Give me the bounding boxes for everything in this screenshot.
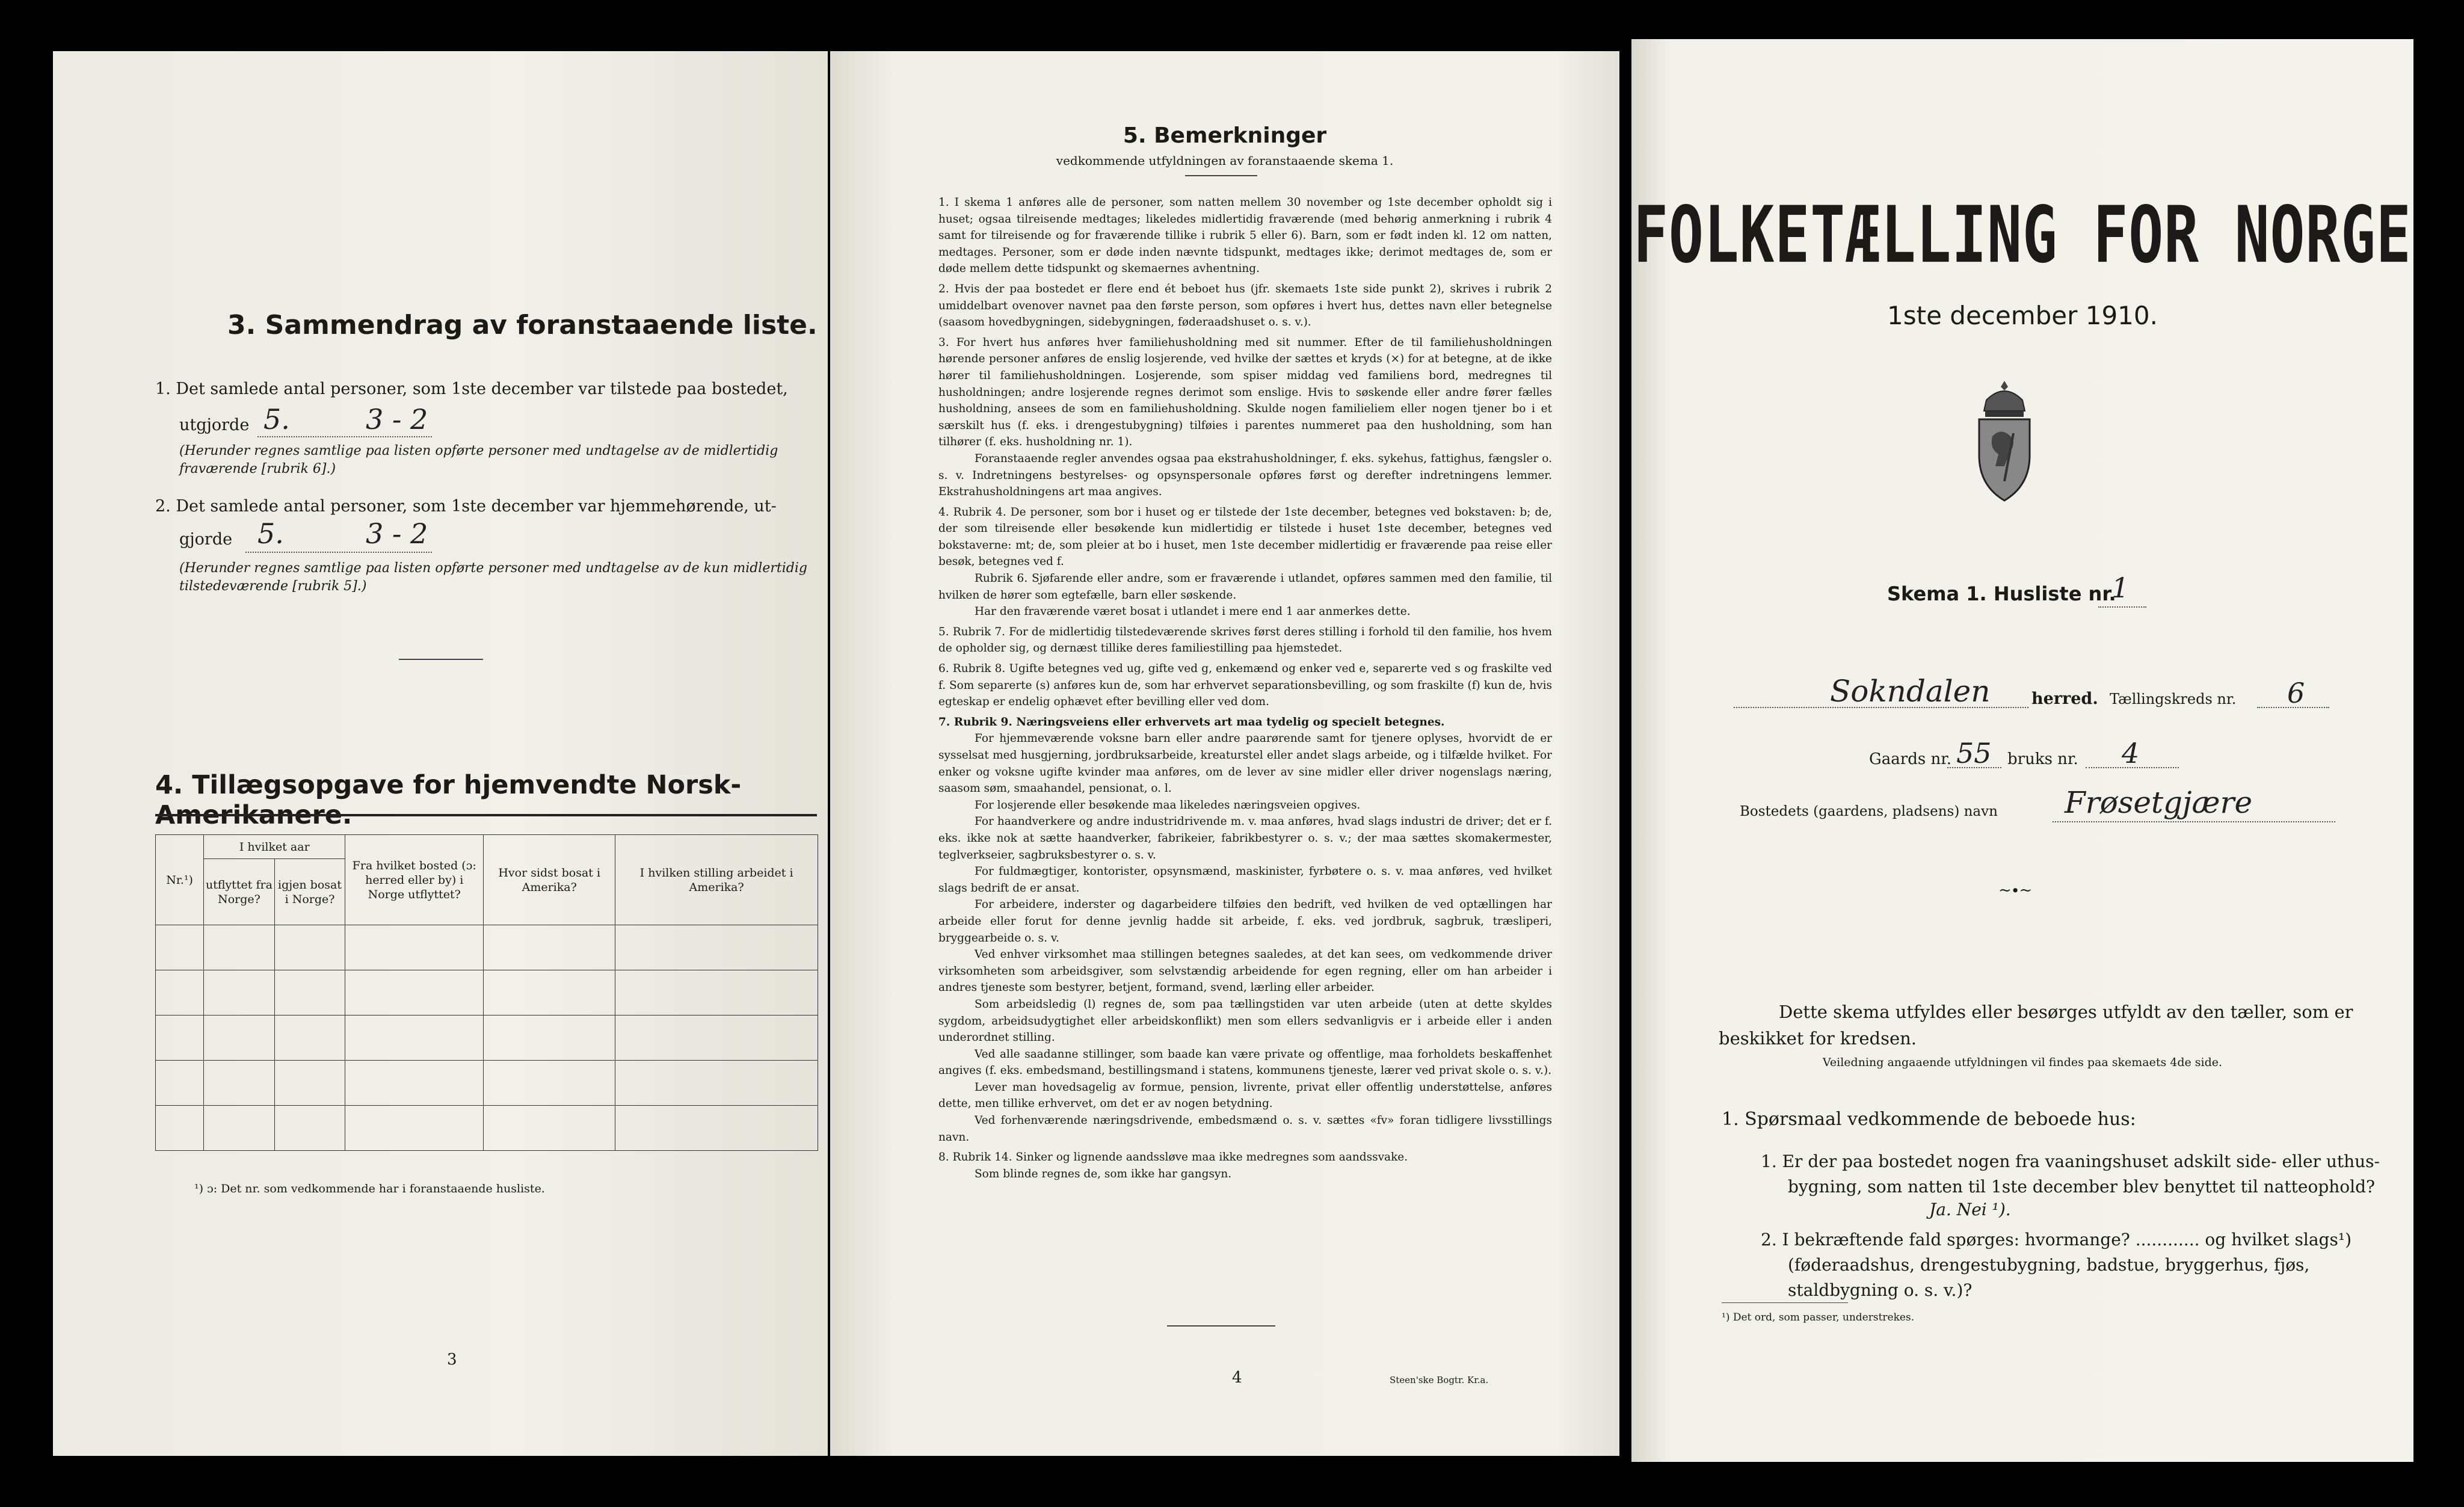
item2-prefix: gjorde bbox=[179, 530, 233, 549]
schema-label: Skema 1. Husliste nr. bbox=[1887, 582, 2116, 605]
norway-coat-of-arms-icon bbox=[1968, 376, 2040, 505]
table-row bbox=[156, 1015, 818, 1061]
left-page bbox=[53, 51, 828, 1456]
footnote: ¹) Det ord, som passer, understrekes. bbox=[1722, 1311, 1915, 1324]
remark-7c: For losjerende eller besøkende maa likeledes næringsveien opgives. bbox=[975, 798, 1361, 812]
remark-6: 6. Rubrik 8. Ugifte betegnes ved ug, gifte ved g, enkemænd og enker ved e, separerte ved s og fraskilte ved f. Som separerte (s) anføres kun de, som har erhvervet separationsbevilling, og som fraskilte (f) kun de, hvis egteskap er endelig ophævet efter bevilling eller ved dom. bbox=[938, 662, 1552, 709]
col-fra: Fra hvilket bosted (ɔ: herred eller by) i Norge utflyttet? bbox=[345, 835, 484, 925]
table-row bbox=[156, 970, 818, 1015]
bosted-value: Frøsetgjære bbox=[2065, 785, 2253, 820]
item1-split: 3 - 2 bbox=[366, 403, 428, 436]
remark-7i: Ved alle saadanne stillinger, som baade kan være private og offentlige, maa forholdets beskaffenhet angives (f. eks. embedsmand, bestillingsmand i statens, kommunens tjeneste, lærer ved privat skole o. s. v.). bbox=[938, 1047, 1552, 1077]
item2-line bbox=[245, 552, 432, 553]
col-group-year: I hvilket aar bbox=[204, 835, 345, 859]
remark-4c: Har den fraværende været bosat i utlandet i mere end 1 aar anmerkes dette. bbox=[975, 605, 1411, 618]
bruks-value: 4 bbox=[2122, 737, 2140, 769]
item2-note: (Herunder regnes samtlige paa listen opførte personer med undtagelse av de kun midlertidig tilstedeværende [rubrik 5].) bbox=[179, 561, 807, 594]
remarks-subtitle: vedkommende utfyldningen av foranstaaende skema 1. bbox=[1056, 153, 1394, 168]
census-date: 1ste december 1910. bbox=[1887, 301, 2158, 330]
page-number: 3 bbox=[447, 1351, 457, 1369]
item1-prefix: utgjorde bbox=[179, 416, 250, 434]
remark-8: 8. Rubrik 14. Sinker og lignende aandssløve maa ikke medregnes som aandssvake. bbox=[938, 1151, 1408, 1164]
remark-7h: Som arbeidsledig (l) regnes de, som paa tællingstiden var uten arbeide (uten at dette skyldes sygdom, arbeidsudygtighet eller arbeidskonflikt) men som ellers sedvanligvis er i arbeide eller i anden underordnet stilling. bbox=[938, 997, 1552, 1044]
remark-8b: Som blinde regnes de, som ikke har gangsyn. bbox=[975, 1167, 1232, 1180]
q1-answer: Ja. Nei ¹). bbox=[1929, 1200, 2011, 1219]
census-title: FOLKETÆLLING FOR NORGE bbox=[1633, 190, 2412, 281]
remark-7f: For arbeidere, inderster og dagarbeidere tilføies den bedrift, ved hvilken de ved optællingen har arbeide eller forut for denne jevnlig hadde sit arbeide, f. eks. ved jordbruk, sagbruk, træsliperi, bryggearbeide o. s. v. bbox=[938, 898, 1552, 945]
gaards-line bbox=[1947, 767, 2001, 768]
printer-mark: Steen'ske Bogtr. Kr.a. bbox=[1390, 1375, 1489, 1385]
remarks-title: 5. Bemerkninger bbox=[1123, 123, 1327, 148]
table-row bbox=[156, 925, 818, 970]
remark-7k: Ved forhenværende næringsdrivende, embedsmænd o. s. v. sættes «fv» foran tidligere livsstillings navn. bbox=[938, 1114, 1552, 1144]
item1-line bbox=[257, 436, 432, 437]
subtitle-rule bbox=[1185, 175, 1257, 176]
instruction-2: Veiledning angaaende utfyldningen vil findes paa skemaets 4de side. bbox=[1822, 1056, 2223, 1069]
end-rule bbox=[1167, 1325, 1275, 1327]
remark-7d: For haandverkere og andre industridrivende m. v. maa anføres, hvad slags industri de driver; det er f. eks. ikke nok at sætte haandverker, fabrikeier, fabrikbestyrer o. s. v.; der maa sættes skomakermester, teglverkseier, sagbruksbestyrer o. s. v. bbox=[938, 815, 1552, 861]
remark-7j: Lever man hovedsagelig av formue, pension, livrente, privat eller offentlig understøttelse, anføres dette, men tillike erhvervet, om det er av nogen betydning. bbox=[938, 1080, 1552, 1111]
item2-value: 5. bbox=[257, 517, 284, 550]
col-nr: Nr.¹) bbox=[156, 835, 204, 925]
remark-7: 7. Rubrik 9. Næringsveiens eller erhvervets art maa tydelig og specielt betegnes. bbox=[938, 715, 1445, 729]
kreds-line bbox=[2257, 707, 2329, 708]
divider bbox=[399, 659, 483, 660]
remarks-body bbox=[938, 194, 1552, 1182]
footnote: ¹) ɔ: Det nr. som vedkommende har i foranstaaende husliste. bbox=[194, 1182, 545, 1195]
bosted-line bbox=[2053, 821, 2335, 822]
col-stilling: I hvilken stilling arbeidet i Amerika? bbox=[615, 835, 818, 925]
item1-text: 1. Det samlede antal personer, som 1ste december var tilstede paa bostedet, bbox=[155, 380, 788, 398]
remark-4: 4. Rubrik 4. De personer, som bor i huset og er tilstede der 1ste december, betegnes ved bokstaven: b; de, der som tilreisende eller besøkende kun midlertidig er tilstede i huset 1ste december, betegnes ved bokstaverne: mt; de, som pleier at bo i huset, men 1ste december midlertidig er fraværende paa reise eller besøk, betegnes ved f. bbox=[938, 505, 1552, 569]
col-utflyttet: utflyttet fra Norge? bbox=[204, 859, 275, 925]
gaards-value: 55 bbox=[1956, 737, 1992, 769]
bosted-label: Bostedets (gaardens, pladsens) navn bbox=[1740, 804, 1998, 819]
bruks-line bbox=[2086, 767, 2179, 768]
kreds-value: 6 bbox=[2287, 677, 2305, 709]
remark-2: 2. Hvis der paa bostedet er flere end ét beboet hus (jfr. skemaets 1ste side punkt 2), skrives i rubrik 2 umiddelbart ovenover navnet paa den første person, som opføres i hvert hus, dettes navn eller betegnelse (saasom hovedbygningen, sidebygningen, føderaadshuset o. s. v.). bbox=[938, 282, 1552, 329]
footnote-rule bbox=[1722, 1302, 1848, 1303]
middle-page bbox=[830, 51, 1619, 1456]
norsk-amerikanere-table bbox=[155, 834, 818, 1151]
col-hvor: Hvor sidst bosat i Amerika? bbox=[484, 835, 615, 925]
table-row bbox=[156, 1106, 818, 1151]
herred-label: herred. bbox=[2031, 689, 2098, 708]
husliste-line bbox=[2098, 606, 2146, 608]
remark-3: 3. For hvert hus anføres hver familiehusholdning med sit nummer. Efter de til familiehusholdningen hørende personer anføres de enslig losjerende, ved hvilke der sættes et kryds (×) for at betegne, at de ikke hører til familiehusholdningen. Losjerende, som spiser middag ved familiens bord, medregnes til husholdningen; andre losjerende regnes derimot som enslige. Hvis to søskende eller andre fører fælles husholdning, ansees de som en familiehusholdning. Skulde nogen familieliem eller nogen tjener bo i et særskilt hus (f. eks. i drengestubygning) tilføies i parentes nummeret paa den husholdning, som han tilhører (f. eks. husholdning nr. 1). bbox=[938, 336, 1552, 449]
gaards-label: Gaards nr. bbox=[1869, 750, 1952, 768]
item1-value: 5. bbox=[263, 403, 290, 436]
bruks-label: bruks nr. bbox=[2007, 750, 2078, 768]
herred-value: Sokndalen bbox=[1830, 674, 1991, 709]
instruction-1: Dette skema utfyldes eller besørges utfyldt av den tæller, som er beskikket for kredsen. bbox=[1719, 1002, 2353, 1049]
remark-7e: For fuldmægtiger, kontorister, opsynsmænd, maskinister, fyrbøtere o. s. v. maa anføres, ved hvilket slags bedrift de er ansat. bbox=[938, 865, 1552, 895]
herred-line bbox=[1734, 707, 2028, 708]
remark-5: 5. Rubrik 7. For de midlertidig tilstedeværende skrives først deres stilling i forhold til den familie, hos hvem de opholder sig, og dernæst tillike deres familiestilling paa hjemstedet. bbox=[938, 625, 1552, 655]
husliste-number: 1 bbox=[2111, 572, 2130, 604]
section3-title: 3. Sammendrag av foranstaaende liste. bbox=[227, 310, 818, 341]
section4-title: 4. Tillægsopgave for hjemvendte Norsk-Amerikanere. bbox=[155, 770, 742, 830]
remark-3b: Foranstaaende regler anvendes ogsaa paa ekstrahusholdninger, f. eks. sykehus, fattighus, fængsler o. s. v. Indretningens bestyrelses- og opsynspersonale opføres først og derefter indretningens lemmer. Ekstrahusholdningens art maa angives. bbox=[938, 452, 1552, 499]
remark-7g: Ved enhver virksomhet maa stillingen betegnes saaledes, at det kan sees, om vedkommende driver virksomheten som arbeidsgiver, som selvstændig arbeidende for egen regning, eller om han arbeider i andres tjeneste som bestyrer, betjent, formand, svend, lærling eller arbeider. bbox=[938, 948, 1552, 994]
table-row bbox=[156, 1061, 818, 1106]
question-1: 1. Er der paa bostedet nogen fra vaaningshuset adskilt side- eller uthus-bygning, som natten til 1ste december blev benyttet til natteophold? bbox=[1761, 1151, 2380, 1197]
item2-text: 2. Det samlede antal personer, som 1ste december var hjemmehørende, ut- bbox=[155, 497, 777, 516]
ornament-icon: ~∙~ bbox=[1998, 881, 2033, 899]
item2-split: 3 - 2 bbox=[366, 517, 428, 550]
questions-heading: 1. Spørsmaal vedkommende de beboede hus: bbox=[1722, 1109, 2136, 1130]
question-2: 2. I bekræftende fald spørges: hvormange? ............ og hvilket slags¹) (føderaadshus, drengestubygning, badstue, bryggerhus, fjøs, staldbygning o. s. v.)? bbox=[1761, 1230, 2352, 1300]
title-rule bbox=[155, 814, 817, 816]
kreds-label: Tællingskreds nr. bbox=[2110, 691, 2237, 707]
remark-4b: Rubrik 6. Sjøfarende eller andre, som er fraværende i utlandet, opføres sammen med den familie, til hvilken de hører som egtefælle, barn eller søskende. bbox=[938, 572, 1552, 602]
remark-7b: For hjemmeværende voksne barn eller andre paarørende samt for tjenere oplyses, hvorvidt de er sysselsat med husgjerning, jordbruksarbeide, kreaturstel eller andet slags arbeide, og i tilfælde hvilket. For enker og voksne ugifte kvinder maa anføres, om de lever av sine midler eller driver nogenslags næring, saasom søm, smaahandel, pensionat, o. l. bbox=[938, 732, 1552, 795]
page-number: 4 bbox=[1232, 1369, 1242, 1387]
item1-note: (Herunder regnes samtlige paa listen opførte personer med undtagelse av de midlertidig fraværende [rubrik 6].) bbox=[179, 443, 778, 476]
col-igjen: igjen bosat i Norge? bbox=[274, 859, 345, 925]
remark-1: 1. I skema 1 anføres alle de personer, som natten mellem 30 november og 1ste december opholdt sig i huset; ogsaa tilreisende medtages; likeledes midlertidig fraværende (med behørig anmerkning i rubrik 4 samt for tilreisende og for fraværende tillike i rubrik 5 eller 6). Barn, som er født inden kl. 12 om natten, medtages. Personer, som er døde inden nævnte tidspunkt, medtages ikke; derimot medtages de, som er døde mellem dette tidspunkt og skemaernes avhentning. bbox=[938, 196, 1552, 276]
right-page bbox=[1631, 39, 2413, 1462]
